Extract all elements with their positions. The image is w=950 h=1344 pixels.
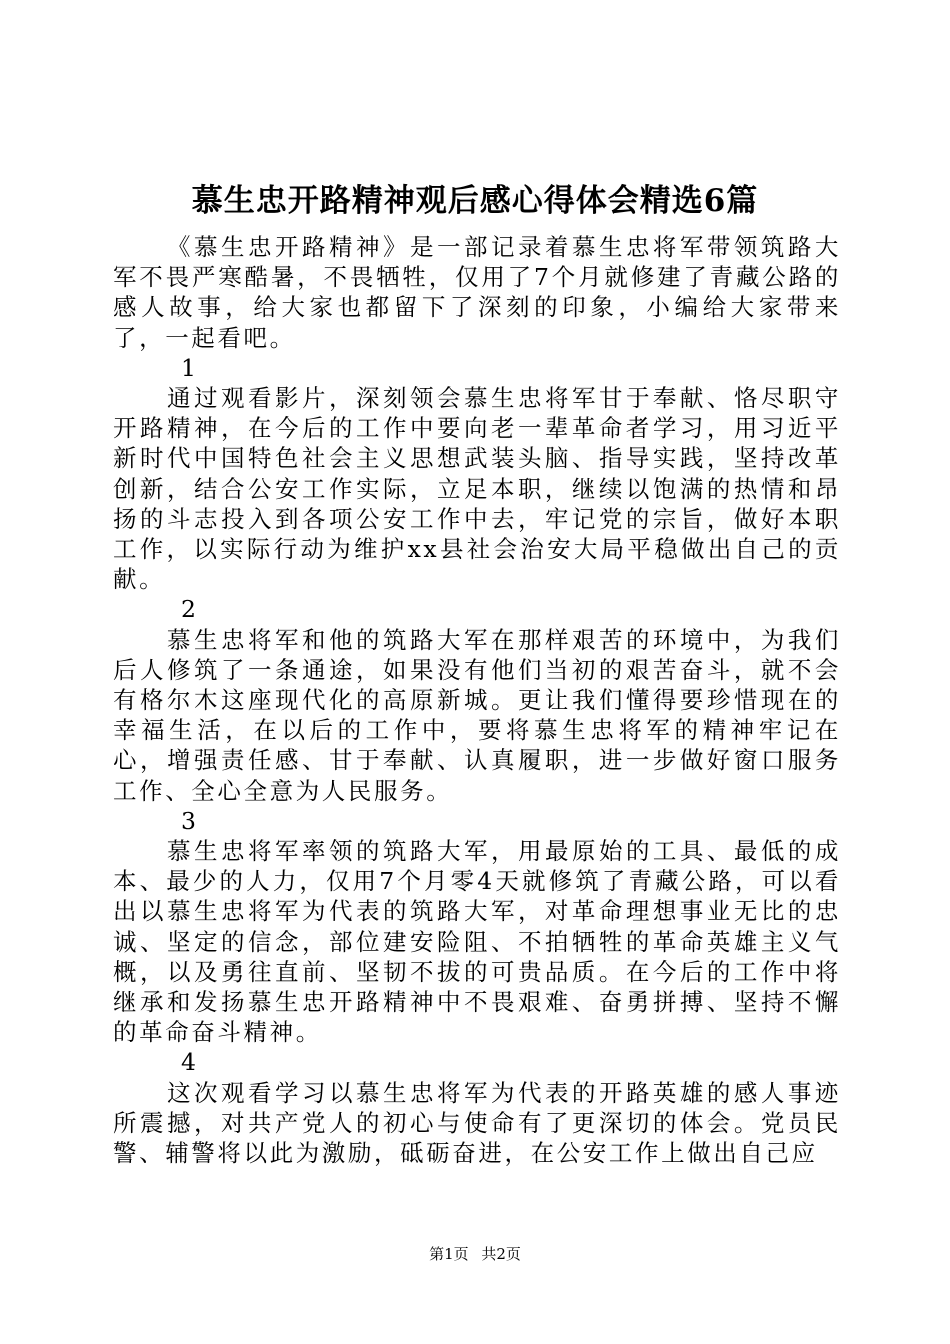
section-paragraph: 通过观看影片，深刻领会慕生忠将军甘于奉献、恪尽职守开路精神，在今后的工作中要向老一辈革命者学习，用习近平新时代中国特色社会主义思想武装头脑、指导实践，坚持改革创新，结合公安工作实际，立足本职，继续以饱满的热情和昂扬的斗志投入到各项公安工作中去，牢记党的宗旨，做好本职工作，以实际行动为维护xx县社会治安大局平稳做出自己的贡献。	[113, 384, 841, 594]
section-number: 1	[181, 353, 199, 382]
section-paragraph: 这次观看学习以慕生忠将军为代表的开路英雄的感人事迹所震撼，对共产党人的初心与使命有了更深切的体会。党员民警、辅警将以此为激励，砥砺奋进，在公安工作上做出自己应	[113, 1078, 841, 1168]
page-total: 共2页	[481, 1245, 521, 1263]
section-number: 3	[181, 806, 199, 835]
document-title: 慕生忠开路精神观后感心得体会精选6篇	[191, 182, 759, 219]
page-number: 第1页	[429, 1245, 469, 1263]
section-paragraph: 慕生忠将军率领的筑路大军，用最原始的工具、最低的成本、最少的人力，仅用7个月零4天就修筑了青藏公路，可以看出以慕生忠将军为代表的筑路大军，对革命理想事业无比的忠诚、坚定的信念，部位建安险阻、不拍牺牲的革命英雄主义气概，以及勇往直前、坚韧不拔的可贵品质。在今后的工作中将继承和发扬慕生忠开路精神中不畏艰难、奋勇拼搏、坚持不懈的革命奋斗精神。	[113, 837, 841, 1047]
page-footer	[0, 1243, 950, 1265]
section-number: 2	[181, 595, 199, 624]
section-number: 4	[181, 1048, 199, 1077]
section-paragraph: 慕生忠将军和他的筑路大军在那样艰苦的环境中，为我们后人修筑了一条通途，如果没有他们当初的艰苦奋斗，就不会有格尔木这座现代化的高原新城。更让我们懂得要珍惜现在的幸福生活，在以后的工作中，要将慕生忠将军的精神牢记在心，增强责任感、甘于奉献、认真履职，进一步做好窗口服务工作、全心全意为人民服务。	[113, 625, 841, 805]
intro-paragraph: 《慕生忠开路精神》是一部记录着慕生忠将军带领筑路大军不畏严寒酷暑，不畏牺牲，仅用了7个月就修建了青藏公路的感人故事，给大家也都留下了深刻的印象，小编给大家带来了，一起看吧。	[113, 233, 841, 352]
document-body	[113, 232, 841, 1168]
